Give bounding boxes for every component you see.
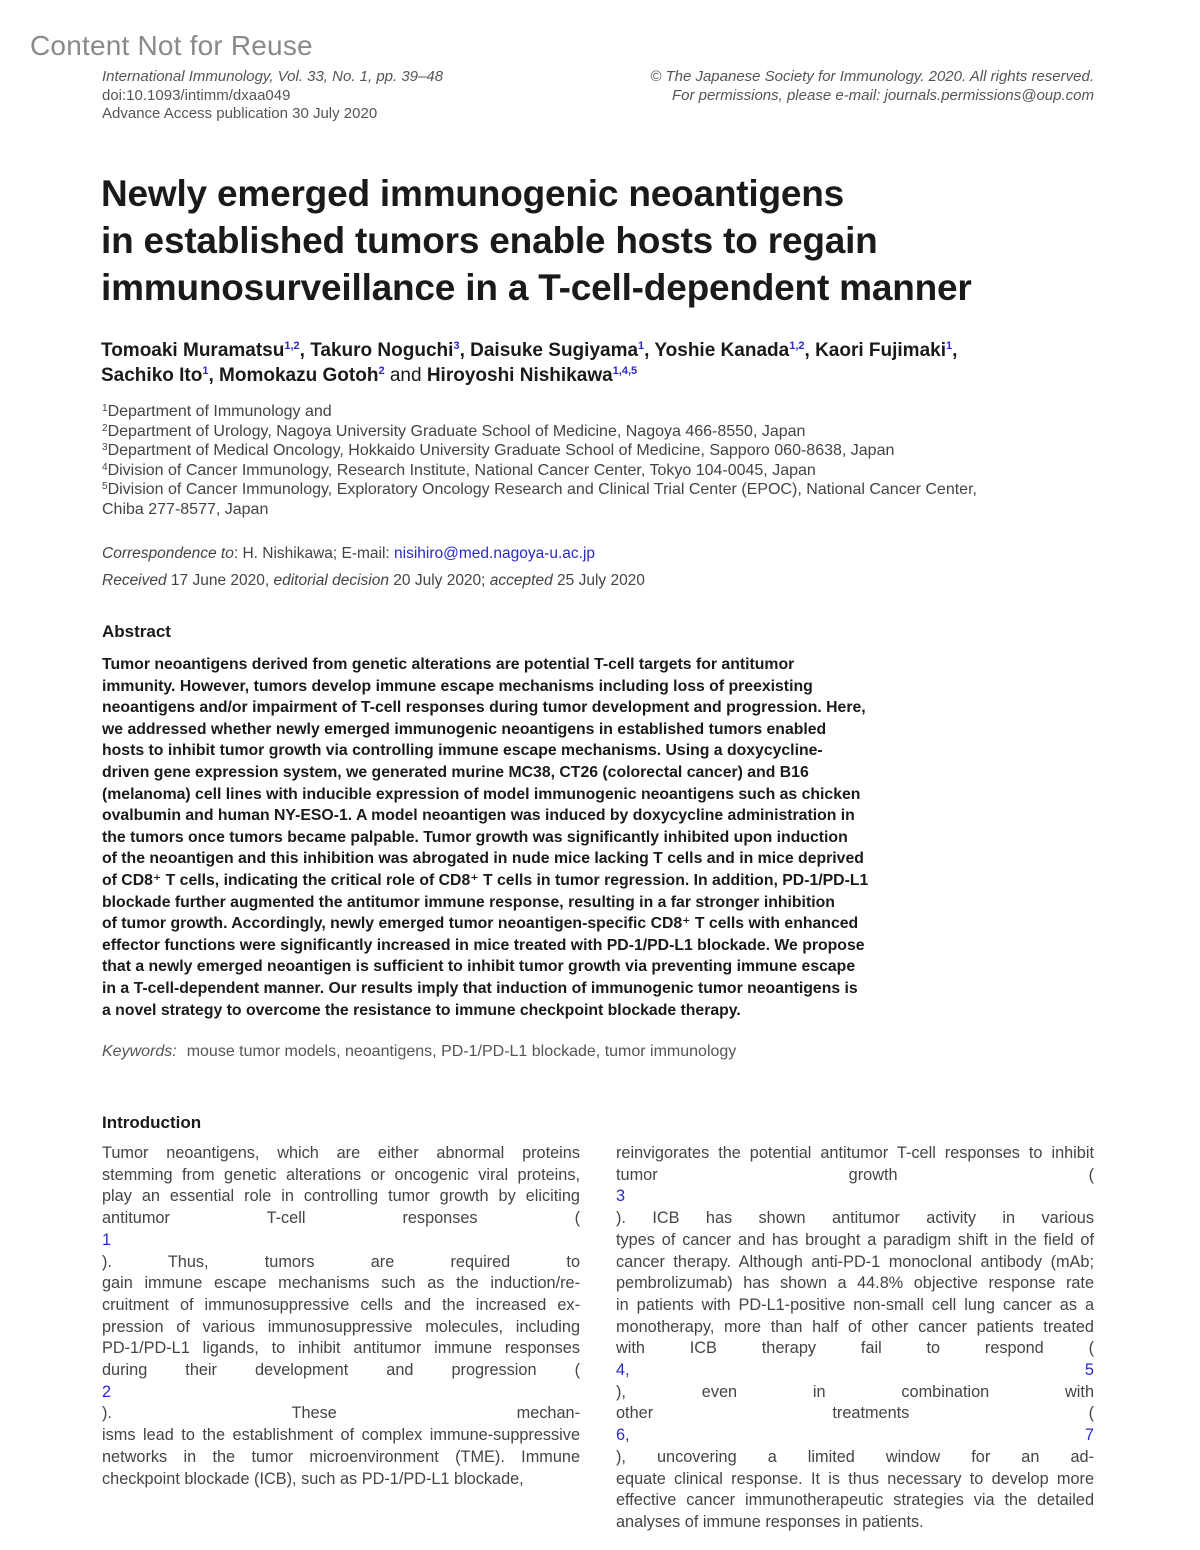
abstract-line: that a newly emerged neoantigen is sufficient to inhibit tumor growth via preventing immune escape: [102, 958, 856, 976]
body-line: monotherapy, more than half of other cancer patients treated: [616, 1317, 1094, 1336]
author-name: Kaori Fujimaki: [815, 340, 946, 361]
author-separator: ,: [208, 365, 220, 386]
body-line: play an essential role in controlling tumor growth by eliciting: [102, 1187, 580, 1206]
affiliation: [102, 500, 1102, 520]
body-line: reinvigorates the potential antitumor T-cell responses to inhibit: [616, 1144, 1094, 1162]
body-line: during their development and progression ( 2 ). These mechan-: [102, 1361, 580, 1423]
email-link[interactable]: nisihiro@med.nagoya-u.ac.jp: [394, 545, 596, 562]
body-line: Tumor neoantigens, which are either abnormal proteins: [102, 1144, 580, 1162]
title-line: Newly emerged immunogenic neoantigens: [101, 173, 845, 214]
author-affiliation-sup[interactable]: 1,4,5: [612, 365, 638, 377]
author-separator: ,: [644, 340, 655, 361]
introduction-column-left: [102, 1143, 580, 1490]
author-separator: ,: [459, 340, 471, 361]
received-dates: [102, 571, 645, 591]
accepted-label: accepted: [489, 572, 553, 589]
abstract-line: Tumor neoantigens derived from genetic alterations are potential T-cell targets for antitumor: [102, 656, 795, 673]
affiliation-text: Department of Immunology and: [107, 403, 332, 420]
body-line: antitumor T-cell responses ( 1 ). Thus, tumors are required to: [102, 1209, 580, 1271]
author-affiliation-sup[interactable]: 1: [202, 365, 209, 377]
affiliation-sup: 5: [102, 481, 108, 492]
author-name: Daisuke Sugiyama: [470, 340, 639, 361]
author-list: [101, 338, 1101, 388]
correspondence-label: Correspondence to: [102, 545, 234, 562]
watermark: Content Not for Reuse: [30, 30, 313, 61]
body-line: isms lead to the establishment of complex immune-suppressive: [102, 1426, 580, 1445]
body-line: analyses of immune responses in patients.: [616, 1512, 924, 1531]
author-affiliation-sup[interactable]: 2: [378, 365, 385, 377]
decision-date: 20 July 2020;: [388, 572, 490, 589]
correspondence-name: : H. Nishikawa; E-mail:: [233, 545, 395, 562]
affiliation: [102, 422, 1102, 442]
body-line: with ICB therapy fail to respond ( 4, 5 ), even in combination with: [616, 1339, 1094, 1401]
body-line: stemming from genetic alterations or oncogenic viral proteins,: [102, 1165, 580, 1184]
author-separator: ,: [299, 340, 311, 361]
abstract-line: of CD8⁺ T cells, indicating the critical role of CD8⁺ T cells in tumor regression. In addition, PD-1/PD-L1: [102, 871, 869, 889]
abstract-line: ovalbumin and human NY-ESO-1. A model neoantigen was induced by doxycycline administration in: [102, 807, 855, 825]
received-label: Received: [102, 572, 167, 589]
abstract-body: [102, 654, 947, 1021]
body-line: types of cancer and has brought a paradigm shift in the field of: [616, 1230, 1094, 1249]
author-separator: ,: [804, 340, 816, 361]
body-line: PD-1/PD-L1 ligands, to inhibit antitumor immune responses: [102, 1339, 580, 1358]
body-line: equate clinical response. It is thus necessary to develop more: [616, 1469, 1094, 1488]
author-name: Tomoaki Muramatsu: [101, 340, 285, 361]
received-date: 17 June 2020,: [166, 572, 274, 589]
reference-link[interactable]: 3: [616, 1187, 626, 1206]
body-line: checkpoint blockade (ICB), such as PD-1/PD-L1 blockade,: [102, 1469, 524, 1488]
author-name: Yoshie Kanada: [654, 340, 790, 361]
abstract-heading: Abstract: [102, 622, 171, 641]
title-line: in established tumors enable hosts to regain: [101, 220, 878, 261]
permissions: For permissions, please e-mail: journals.permissions@oup.com: [671, 86, 1094, 104]
affiliation-sup: 2: [102, 422, 108, 434]
abstract-line: neoantigens and/or impairment of T-cell responses during tumor development and progression. Here,: [102, 699, 866, 717]
affiliation-text: Division of Cancer Immunology, Exploratory Oncology Research and Clinical Trial Center (EPOC), National Cancer Center,: [107, 481, 977, 498]
abstract-line: effector functions were significantly increased in mice treated with PD-1/PD-L1 blockade. We propose: [102, 936, 865, 954]
correspondence: [102, 544, 595, 564]
copyright-block: [650, 68, 1094, 105]
affiliation: [102, 480, 1102, 500]
body-line: cruitment of immunosuppressive cells and the increased ex-: [102, 1295, 580, 1314]
reference-link[interactable]: 6, 7: [616, 1426, 1094, 1445]
body-line: pression of various immunosuppressive molecules, including: [102, 1317, 580, 1336]
body-line: effective cancer immunotherapeutic strategies via the detailed: [616, 1491, 1094, 1510]
affiliation-sup: 3: [102, 442, 108, 453]
affiliation: [102, 402, 1102, 422]
body-line: networks in the tumor microenvironment (TME). Immune: [102, 1447, 580, 1466]
journal-citation: International Immunology, Vol. 33, No. 1, pp. 39–48: [102, 68, 444, 85]
affiliation-text: Department of Medical Oncology, Hokkaido University Graduate School of Medicine, Sapporo 060-8638, Japan: [107, 442, 895, 459]
body-line: other treatments ( 6, 7 ), uncovering a limited window for an ad-: [616, 1404, 1094, 1466]
author-name: Momokazu Gotoh: [219, 365, 379, 386]
citation-block: [102, 68, 443, 124]
author-affiliation-sup[interactable]: 1,2: [284, 340, 300, 352]
abstract-line: hosts to inhibit tumor growth via controlling immune escape mechanisms. Using a doxycycline-: [102, 742, 823, 760]
abstract-line: of tumor growth. Accordingly, newly emerged tumor neoantigen-specific CD8⁺ T cells with enhanced: [102, 915, 859, 933]
article-title: [101, 170, 1101, 311]
author-separator: ,: [952, 340, 958, 361]
abstract-line: driven gene expression system, we generated murine MC38, CT26 (colorectal cancer) and B16: [102, 763, 809, 781]
author-name: Sachiko Ito: [101, 365, 203, 386]
abstract-line: of the neoantigen and this inhibition was abrogated in nude mice lacking T cells and in mice deprived: [102, 850, 864, 868]
body-line: in patients with PD-L1-positive non-small cell lung cancer as a: [616, 1295, 1094, 1314]
affiliation-sup: 1: [102, 403, 108, 414]
abstract-line: we addressed whether newly emerged immunogenic neoantigens in established tumors enabled: [102, 720, 827, 738]
doi[interactable]: doi:10.1093/intimm/dxaa049: [102, 86, 291, 104]
decision-label: editorial decision: [273, 572, 389, 589]
author-affiliation-sup[interactable]: 1,2: [789, 340, 805, 352]
keywords: [102, 1043, 736, 1061]
abstract-line: immunity. However, tumors develop immune escape mechanisms including loss of preexisting: [102, 677, 813, 695]
body-line: tumor growth ( 3 ). ICB has shown antitumor activity in various: [616, 1165, 1094, 1228]
abstract-line: blockade further augmented the antitumor immune response, resulting in a far stronger inhibition: [102, 893, 835, 911]
reference-link[interactable]: 2: [102, 1382, 112, 1401]
accepted-date: 25 July 2020: [552, 572, 645, 589]
introduction-heading: Introduction: [102, 1113, 202, 1132]
body-line: gain immune escape mechanisms such as the induction/re-: [102, 1274, 580, 1293]
keywords-label: Keywords:: [102, 1043, 177, 1060]
affiliation-text: Division of Cancer Immunology, Research Institute, National Cancer Center, Tokyo 104-0045, Japan: [107, 461, 816, 479]
copyright: © The Japanese Society for Immunology. 2020. All rights reserved.: [650, 68, 1094, 85]
body-line: cancer therapy. Although anti-PD-1 monoclonal antibody (mAb;: [616, 1252, 1094, 1271]
advance-access: Advance Access publication 30 July 2020: [102, 105, 378, 122]
affiliation: [102, 461, 1102, 481]
abstract-line: a novel strategy to overcome the resistance to immune checkpoint blockade therapy.: [102, 1001, 741, 1019]
author-name: Hiroyoshi Nishikawa: [426, 365, 613, 386]
affiliations: [102, 402, 1102, 519]
reference-link[interactable]: 4, 5: [616, 1361, 1094, 1380]
title-line: immunosurveillance in a T-cell-dependent manner: [101, 267, 972, 308]
author-name: Takuro Noguchi: [310, 340, 454, 361]
reference-link[interactable]: 1: [102, 1230, 112, 1249]
abstract-line: in a T-cell-dependent manner. Our results imply that induction of immunogenic tumor neoantigens is: [102, 979, 858, 997]
affiliation-text: Chiba 277-8577, Japan: [102, 500, 269, 518]
affiliation-text: Department of Urology, Nagoya University Graduate School of Medicine, Nagoya 466-8550, Japan: [107, 422, 806, 440]
body-line: pembrolizumab) has shown a 44.8% objective response rate: [616, 1274, 1094, 1293]
author-affiliation-sup[interactable]: 1: [945, 340, 953, 352]
author-separator: and: [384, 365, 427, 386]
author-affiliation-sup[interactable]: 1: [638, 340, 645, 352]
affiliation-sup: 4: [102, 461, 108, 473]
author-affiliation-sup[interactable]: 3: [453, 340, 460, 352]
introduction-column-right: [616, 1143, 1094, 1534]
affiliation: [102, 441, 1102, 461]
abstract-line: the tumors once tumors became palpable. Tumor growth was significantly inhibited upon induction: [102, 828, 848, 846]
abstract-line: (melanoma) cell lines with inducible expression of model immunogenic neoantigens such as chicken: [102, 785, 861, 803]
keywords-text: mouse tumor models, neoantigens, PD-1/PD-L1 blockade, tumor immunology: [186, 1043, 737, 1060]
